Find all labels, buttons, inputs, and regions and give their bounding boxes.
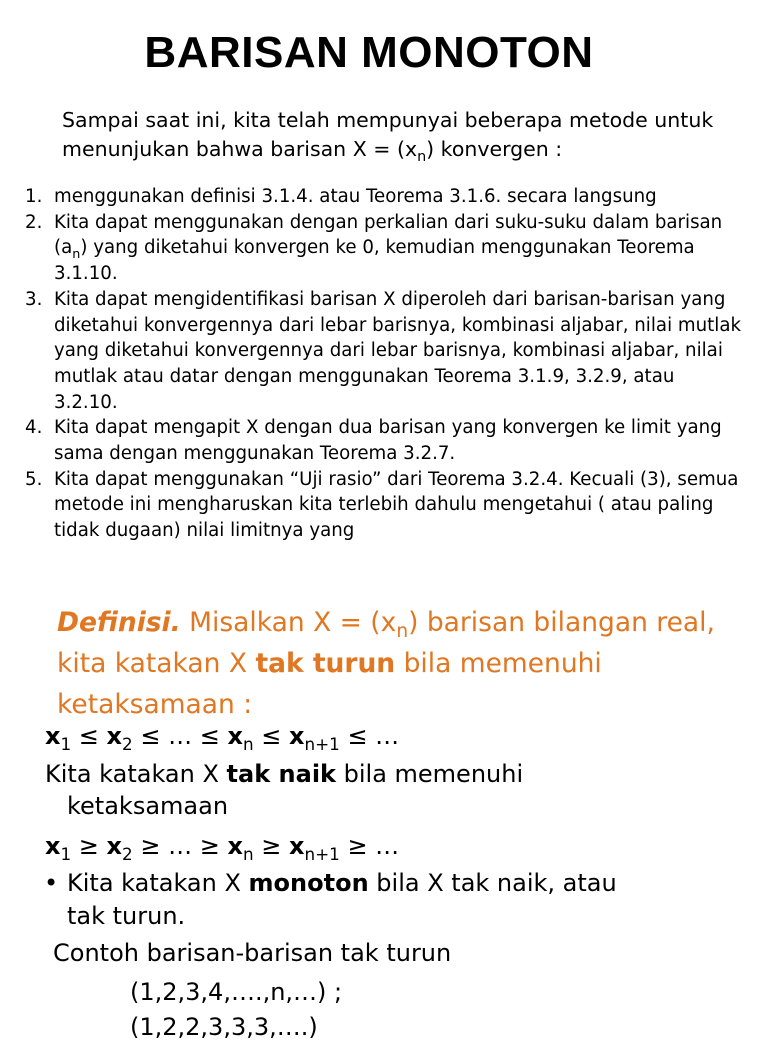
example-sequence: (1,2,2,3,3,3,….): [130, 1013, 318, 1041]
bullet-icon: •: [44, 869, 59, 897]
list-item-text-tail: ) yang diketahui konvergen ke 0, kemudian menggunakan Teorema 3.1.10.: [54, 237, 695, 285]
term-tak-turun: tak turun: [255, 648, 396, 679]
list-number: 1.: [25, 186, 43, 207]
method-list: [0, 184, 742, 544]
inequality-nondecreasing: $x_1 \le x_2$ ≤ … ≤ $x_n \le x_{n+1}$ ≤ …: [45, 722, 400, 754]
intro-text: Sampai saat ini, kita telah mempunyai beberapa metode untuk menunjukan bahwa barisan X = (x: [62, 108, 714, 161]
intro-tail: ) konvergen :: [426, 137, 563, 161]
list-item: [0, 287, 742, 416]
example-heading: Contoh barisan-barisan tak turun: [53, 939, 452, 967]
monoton-sentence: Kita katakan X monoton bila X tak naik, atau: [67, 869, 617, 897]
list-item-text: menggunakan definisi 3.1.4. atau Teorema 3.1.6. secara langsung: [54, 186, 657, 207]
list-number: 2.: [25, 211, 43, 233]
list-item: [0, 467, 742, 544]
list-item: [0, 415, 742, 466]
definition-label: Definisi.: [57, 607, 181, 638]
term-monoton: monoton: [248, 869, 369, 897]
intro-paragraph: [62, 106, 742, 164]
term-tak-naik: tak naik: [226, 760, 336, 788]
definition-text: ) barisan bilangan real, kita katakan X: [57, 607, 715, 679]
subscript: n: [396, 621, 409, 643]
list-item-text: Kita dapat mengapit X dengan dua barisan yang konvergen ke limit yang sama dengan menggunakan Teorema 3.2.7.: [54, 417, 722, 465]
list-number: 5.: [25, 468, 43, 490]
slide-title: BARISAN MONOTON: [144, 28, 594, 77]
list-number: 4.: [25, 417, 43, 439]
inequality-nonincreasing: $x_1 \ge x_2$ ≥ … ≥ $x_n \ge x_{n+1}$ ≥ …: [45, 832, 400, 864]
monoton-sentence-cont: tak turun.: [67, 902, 186, 930]
definition-paragraph: [57, 602, 737, 725]
slide-definisi: [0, 578, 768, 1041]
subscript: n: [72, 246, 81, 262]
list-item-text: Kita dapat mengidentifikasi barisan X diperoleh dari barisan-barisan yang diketahui konvergennya dari lebar barisnya, kombinasi aljabar, nilai mutlak yang diketahui konvergennya dari lebar barisnya, kombinasi aljabar, nilai mutlak atau datar dengan menggunakan Teorema 3.1.9, 3.2.9, atau 3.2.10.: [54, 288, 742, 413]
list-item: [0, 184, 742, 210]
intro-subscript: n: [417, 149, 427, 166]
tak-naik-sentence: Kita katakan X tak naik bila memenuhi: [45, 760, 524, 788]
definition-text: Misalkan X = (x: [180, 607, 397, 638]
tak-naik-sentence-cont: ketaksamaan: [67, 792, 229, 820]
list-number: 3.: [25, 288, 43, 310]
list-item-text: Kita dapat menggunakan “Uji rasio” dari Teorema 3.2.4. Kecuali (3), semua metode ini mengharuskan kita terlebih dahulu mengetahui ( atau paling tidak dugaan) nilai limitnya yang: [54, 468, 739, 542]
list-item: [0, 210, 742, 287]
list-item-text: Kita dapat menggunakan dengan perkalian dari suku-suku dalam barisan (a: [54, 211, 723, 259]
definition-text: bila memenuhi ketaksamaan :: [57, 648, 602, 720]
example-sequence: (1,2,3,4,….,n,…) ;: [130, 978, 343, 1006]
